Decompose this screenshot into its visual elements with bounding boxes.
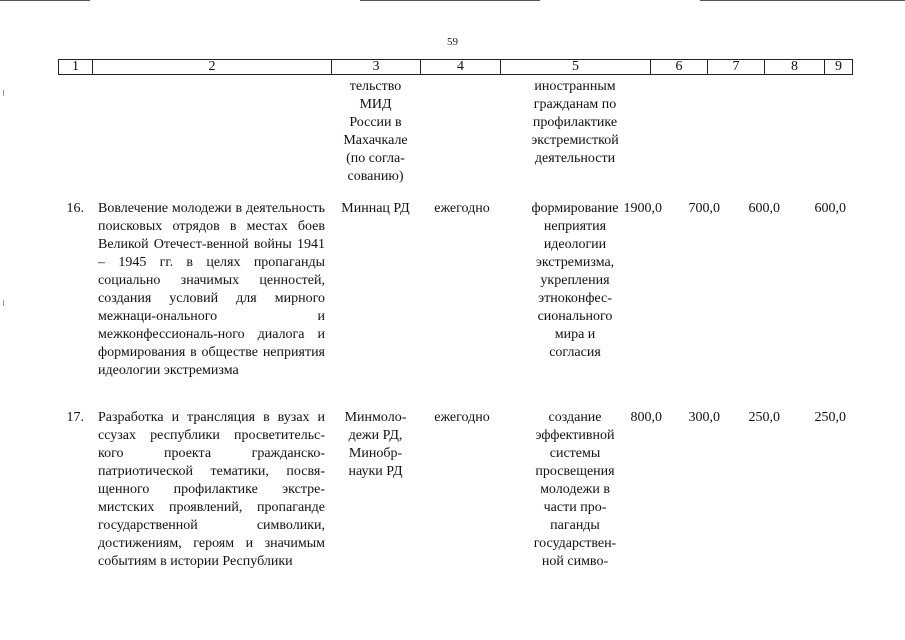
column-header: 5	[501, 60, 651, 74]
row-year-1: 300,0	[688, 410, 720, 425]
row-total: 1900,0	[623, 201, 662, 216]
row-period: ежегодно	[434, 201, 490, 216]
row-executor: Миннац РД	[341, 201, 410, 216]
column-header: 8	[765, 60, 825, 74]
row-executor: Минмоло- дежи РД, Минобр- науки РД	[344, 410, 407, 479]
row-year-1: 700,0	[688, 201, 720, 216]
continued-executor-cell: тельство МИД России в Махачкале (по согла- сованию)	[343, 79, 408, 184]
page-number: 59	[447, 36, 458, 48]
row-year-3: 600,0	[814, 201, 846, 216]
scan-mark	[3, 90, 4, 96]
row-description: Разработка и трансляция в вузах и ссузах республики просветительс-кого проекта гражданско-патриотической тематики, посвя-щенного профилактике экстре-мистских проявлений, пропаганде государственной символики, достижениям, героям и значимым событиям в истории Республики	[98, 410, 325, 569]
column-header: 9	[835, 59, 842, 74]
row-period: ежегодно	[434, 410, 490, 425]
continued-result-cell: иностранным гражданам по профилактике экстремисткой деятельности	[531, 79, 619, 166]
column-header: 6	[651, 60, 708, 74]
row-number: 17.	[66, 410, 84, 425]
row-total: 800,0	[630, 410, 662, 425]
row-result: формирование неприятия идеологии экстремизма, укрепления этноконфес- сионального мира и согласия	[531, 201, 619, 360]
row-result: создание эффективной системы просвещения молодежи в части про- паганды государствен- ной симво-	[533, 410, 617, 569]
column-header: 7	[708, 60, 765, 74]
scan-edge-line	[700, 0, 905, 1]
scan-mark	[3, 300, 4, 306]
table-header-row	[58, 59, 853, 75]
row-number: 16.	[66, 201, 84, 216]
column-header: 4	[421, 60, 501, 74]
column-header: 2	[93, 60, 332, 74]
column-header: 3	[332, 60, 421, 74]
scan-edge-line	[0, 0, 90, 1]
scan-edge-line	[360, 0, 540, 1]
row-year-3: 250,0	[814, 410, 846, 425]
row-year-2: 600,0	[748, 201, 780, 216]
column-header: 1	[59, 60, 93, 74]
row-description: Вовлечение молодежи в деятельность поисковых отрядов в местах боев Великой Отечест-венной войны 1941 – 1945 гг. в целях пропаганды социально значимых ценностей, создания условий для мирного межнаци-онального и межконфессиональ-ного диалога и формирования в обществе неприятия идеологии экстремизма	[98, 201, 325, 378]
row-year-2: 250,0	[748, 410, 780, 425]
